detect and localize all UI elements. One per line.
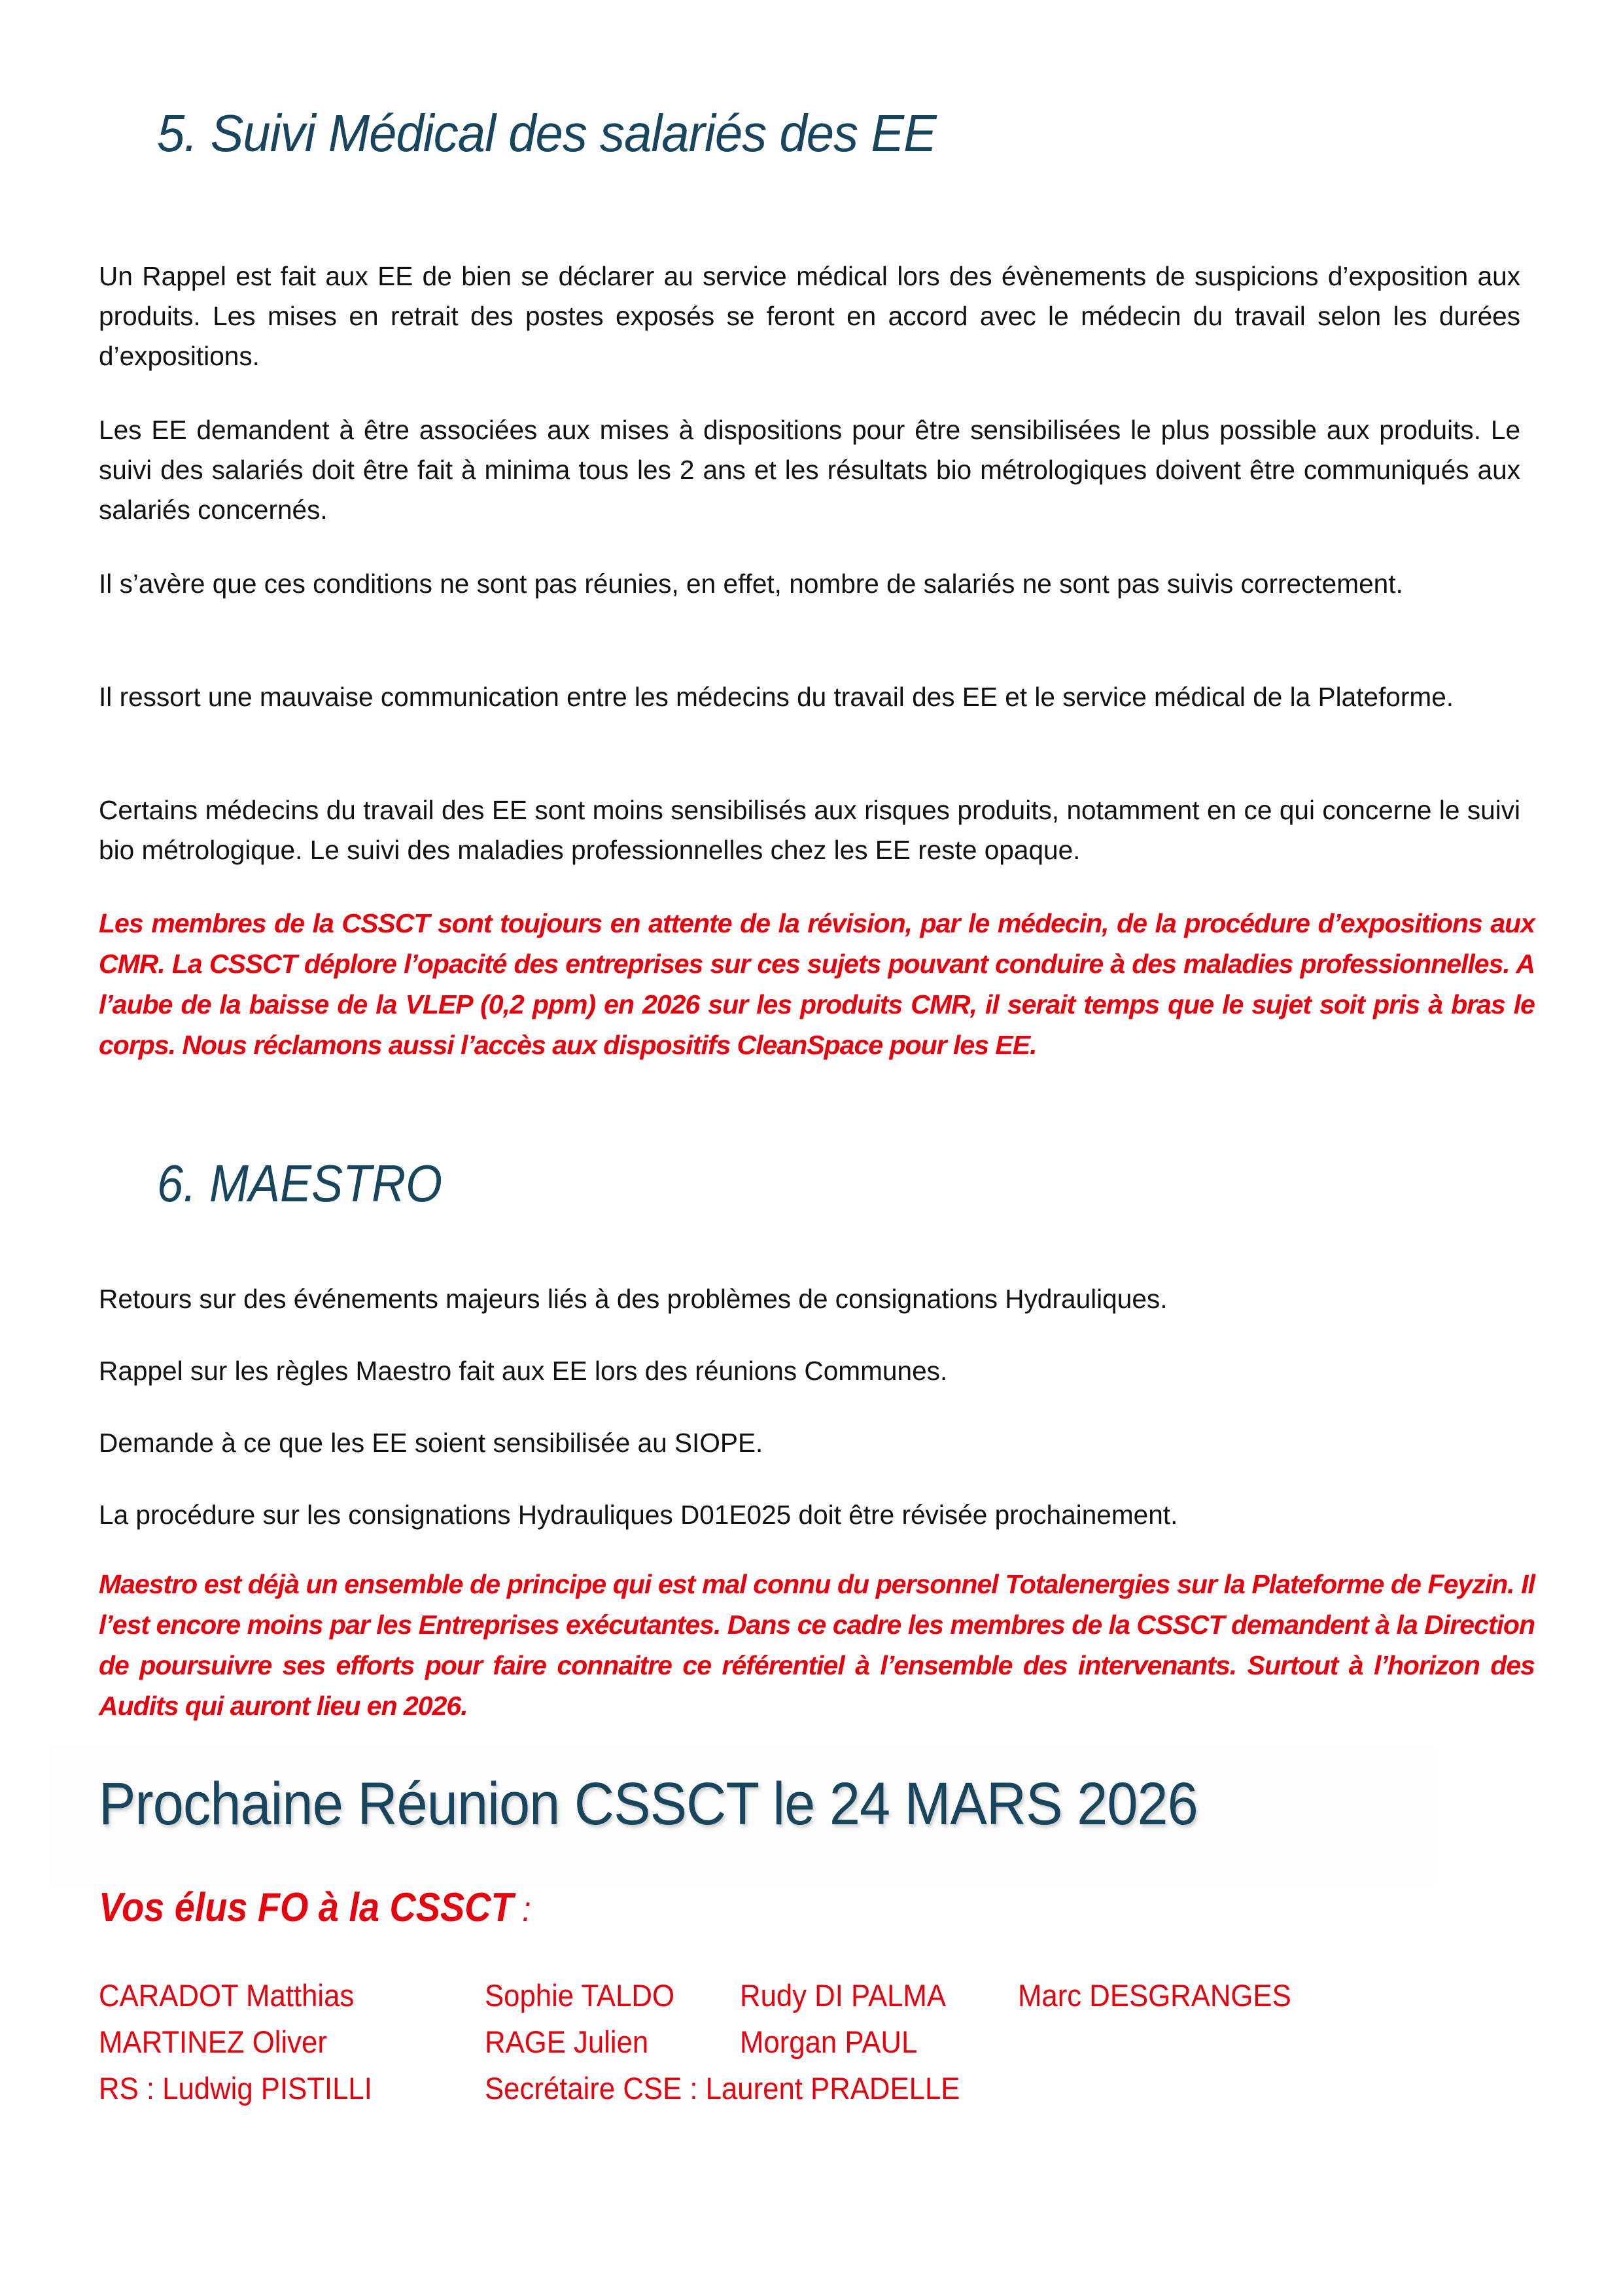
elected-reps-title bbox=[99, 1884, 531, 1931]
section-5-heading: 5. Suivi Médical des salariés des EE bbox=[157, 104, 936, 162]
elected-reps-title-colon: : bbox=[513, 1890, 531, 1929]
rep-name: Morgan PAUL bbox=[740, 2024, 918, 2059]
section-6-heading: 6. MAESTRO bbox=[157, 1154, 443, 1212]
section-6-paragraph-4: La procédure sur les consignations Hydrauliques D01E025 doit être révisée prochainement. bbox=[99, 1500, 1178, 1530]
section-5-paragraph-3: Il s’avère que ces conditions ne sont pas réunies, en effet, nombre de salariés ne sont pas suivis correctement. bbox=[99, 569, 1403, 599]
rep-name-rs: RS : Ludwig PISTILLI bbox=[99, 2071, 372, 2106]
section-5-paragraph-5: Certains médecins du travail des EE sont moins sensibilisés aux risques produits, notamment en ce qui concerne le suivi bio métrologique. Le suivi des maladies professionnelles chez les EE reste opaque. bbox=[99, 795, 1521, 865]
next-meeting-title: Prochaine Réunion CSSCT le 24 MARS 2026 bbox=[99, 1771, 1198, 1837]
section-6-cssct-statement: Maestro est déjà un ensemble de principe qui est mal connu du personnel Totalenergies sur la Plateforme de Feyzin. Il l’est encore moins par les Entreprises exécutantes. Dans ce cadre les membres de la CSSCT demandent à la Direction de poursuivre ses efforts pour faire connaitre ce référentiel à l’ensemble des intervenants. Surtout à l’horizon des Audits qui auront lieu en 2026. bbox=[99, 1569, 1535, 1721]
section-6-paragraph-2: Rappel sur les règles Maestro fait aux EE lors des réunions Communes. bbox=[99, 1356, 948, 1386]
rep-name: Sophie TALDO bbox=[485, 1978, 674, 2013]
rep-name: CARADOT Matthias bbox=[99, 1978, 355, 2013]
rep-name: Rudy DI PALMA bbox=[740, 1978, 946, 2013]
section-5-paragraph-2: Les EE demandent à être associées aux mises à dispositions pour être sensibilisées le plus possible aux produits. Le suivi des salariés doit être fait à minima tous les 2 ans et les résultats bio métrologiques doivent être communiqués aux salariés concernés. bbox=[99, 415, 1521, 525]
rep-name: MARTINEZ Oliver bbox=[99, 2024, 327, 2059]
rep-name: RAGE Julien bbox=[485, 2024, 649, 2059]
section-5-cssct-statement: Les membres de la CSSCT sont toujours en attente de la révision, par le médecin, de la procédure d’expositions aux CMR. La CSSCT déplore l’opacité des entreprises sur ces sujets pouvant conduire à des maladies professionnelles. A l’aube de la baisse de la VLEP (0,2 ppm) en 2026 sur les produits CMR, il serait temps que le sujet soit pris à bras le corps. Nous réclamons aussi l’accès aux dispositifs CleanSpace pour les EE. bbox=[99, 908, 1535, 1060]
section-6-paragraph-3: Demande à ce que les EE soient sensibilisée au SIOPE. bbox=[99, 1428, 763, 1458]
rep-name: Marc DESGRANGES bbox=[1018, 1978, 1291, 2013]
section-5-paragraph-1: Un Rappel est fait aux EE de bien se déclarer au service médical lors des évènements de suspicions d’exposition aux produits. Les mises en retrait des postes exposés se feront en accord avec le médecin du travail selon les durées d’expositions. bbox=[99, 261, 1521, 371]
rep-name-cse-secretary: Secrétaire CSE : Laurent PRADELLE bbox=[485, 2071, 960, 2106]
section-5-paragraph-4: Il ressort une mauvaise communication entre les médecins du travail des EE et le service médical de la Plateforme. bbox=[99, 682, 1454, 712]
section-6-paragraph-1: Retours sur des événements majeurs liés à des problèmes de consignations Hydrauliques. bbox=[99, 1284, 1168, 1314]
elected-reps-title-text: Vos élus FO à la CSSCT bbox=[99, 1885, 514, 1930]
